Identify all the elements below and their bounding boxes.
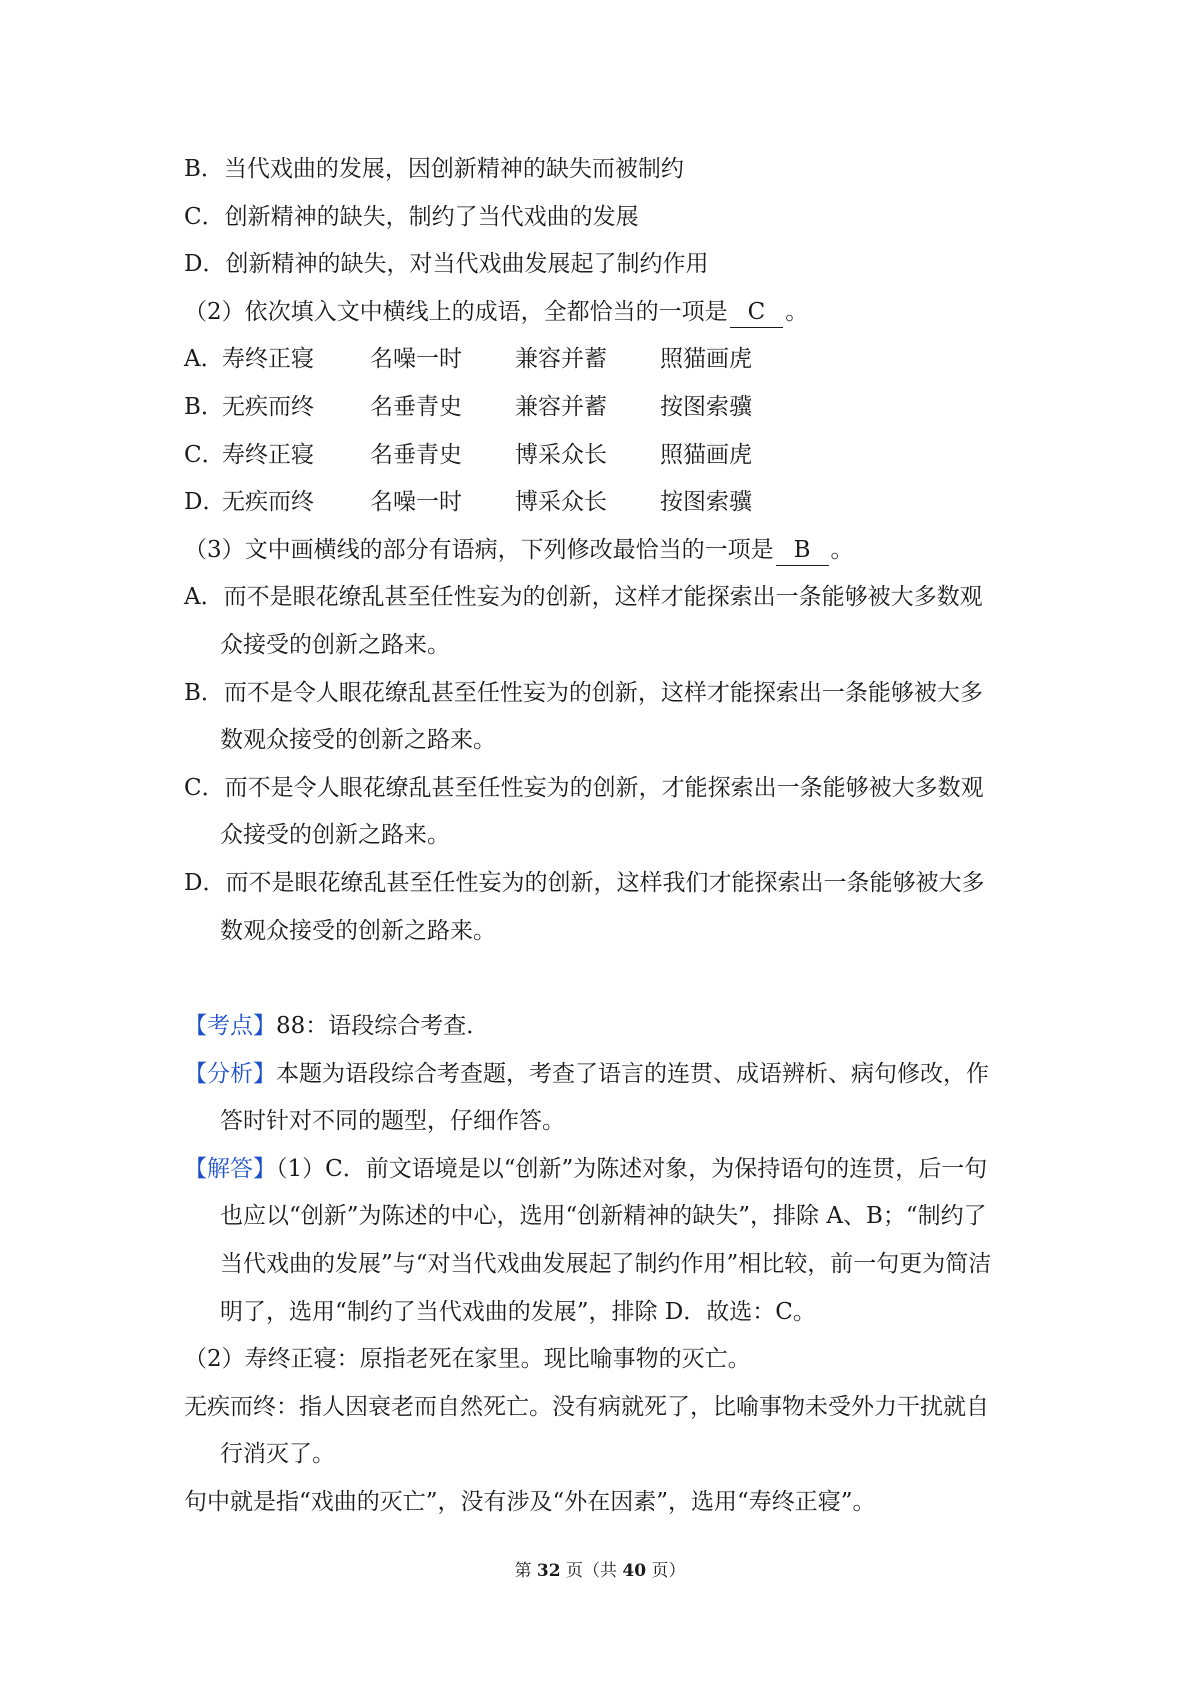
q2-option-item: 兼容并蓄 — [515, 346, 607, 373]
page-footer — [0, 1556, 1200, 1581]
section-gap — [184, 955, 1034, 1003]
fenxi-tag: 【分析】 — [184, 1060, 276, 1087]
q2-option-row-a — [184, 336, 1034, 384]
q2-option-item: 兼容并蓄 — [515, 393, 607, 420]
footer-suffix: 页） — [646, 1561, 686, 1581]
q2-option-label: A． — [184, 346, 224, 373]
q3-stem — [184, 527, 1034, 575]
q2-answer-blank: C — [730, 297, 784, 328]
part2-line1: （2）寿终正寝：原指老死在家里。现比喻事物的灭亡。 — [184, 1346, 751, 1373]
q2-option-item: 无疾而终 — [222, 489, 314, 516]
kaodian-text: 88：语段综合考查． — [276, 1013, 490, 1040]
q2-option-item: 名垂青史 — [370, 393, 462, 420]
fenxi-text: 本题为语段综合考查题，考查了语言的连贯、成语辨析、病句修改，作 — [276, 1060, 989, 1087]
q3-option-d-line1: D．而不是眼花缭乱甚至任性妄为的创新，这样我们才能探索出一条能够被大多 — [184, 869, 985, 896]
q2-stem — [184, 289, 1034, 337]
q2-option-row-b — [184, 384, 1034, 432]
fenxi-line2: 答时针对不同的题型，仔细作答。 — [220, 1108, 565, 1135]
q3-option-c-line2: 众接受的创新之路来。 — [220, 822, 450, 849]
q3-option-a-line2: 众接受的创新之路来。 — [220, 631, 450, 658]
q3-option-a-line1: A．而不是眼花缭乱甚至任性妄为的创新，这样才能探索出一条能够被大多数观 — [184, 584, 983, 611]
kaodian-line — [184, 1003, 1034, 1051]
jieda-line4: 明了，选用“制约了当代戏曲的发展”，排除 D．故选：C。 — [220, 1298, 816, 1325]
q2-option-item: 照猫画虎 — [660, 346, 752, 373]
q2-option-row-c — [184, 432, 1034, 480]
q2-stem-end: 。 — [785, 298, 809, 325]
q2-option-item: 照猫画虎 — [660, 441, 752, 468]
q1-option-d: D．创新精神的缺失，对当代戏曲发展起了制约作用 — [184, 251, 709, 278]
part2-line3: 行消灭了。 — [220, 1441, 335, 1468]
q3-stem-text: （3）文中画横线的部分有语病，下列修改最恰当的一项是 — [184, 536, 774, 563]
q2-option-item: 按图索骥 — [660, 489, 752, 516]
footer-middle: 页（共 — [560, 1561, 623, 1581]
jieda-tag: 【解答】 — [184, 1155, 276, 1182]
q2-option-row-d — [184, 479, 1034, 527]
q2-option-item: 名噪一时 — [370, 346, 462, 373]
jieda-line2: 也应以“创新”为陈述的中心，选用“创新精神的缺失”，排除 A、B；“制约了 — [220, 1203, 987, 1230]
q3-answer-blank: B — [776, 535, 829, 566]
fenxi-line1 — [184, 1051, 1034, 1099]
footer-prefix: 第 — [514, 1561, 537, 1581]
kaodian-tag: 【考点】 — [184, 1013, 276, 1040]
q3-stem-end: 。 — [830, 536, 854, 563]
jieda-line3: 当代戏曲的发展”与“对当代戏曲发展起了制约作用”相比较，前一句更为简洁 — [220, 1251, 992, 1278]
q2-stem-text: （2）依次填入文中横线上的成语，全都恰当的一项是 — [184, 298, 728, 325]
q2-option-item: 博采众长 — [515, 441, 607, 468]
q2-option-item: 寿终正寝 — [222, 441, 314, 468]
q3-option-b-line1: B．而不是令人眼花缭乱甚至任性妄为的创新，这样才能探索出一条能够被大多 — [184, 679, 983, 706]
q2-option-item: 无疾而终 — [222, 393, 314, 420]
q2-option-item: 按图索骥 — [660, 393, 752, 420]
q2-option-label: D． — [184, 489, 226, 516]
page-content — [184, 146, 1034, 1527]
jieda-line1 — [184, 1146, 1034, 1194]
q2-option-item: 博采众长 — [515, 489, 607, 516]
q2-option-item: 名噪一时 — [370, 489, 462, 516]
q3-option-c-line1: C．而不是令人眼花缭乱甚至任性妄为的创新，才能探索出一条能够被大多数观 — [184, 774, 984, 801]
q2-option-item: 寿终正寝 — [222, 346, 314, 373]
footer-page-number: 32 — [536, 1561, 561, 1581]
q2-option-item: 名垂青史 — [370, 441, 462, 468]
q2-option-label: C． — [184, 441, 225, 468]
q3-option-b-line2: 数观众接受的创新之路来。 — [220, 727, 496, 754]
part2-line4: 句中就是指“戏曲的灭亡”，没有涉及“外在因素”，选用“寿终正寝”。 — [184, 1489, 876, 1516]
q1-option-b: B．当代戏曲的发展，因创新精神的缺失而被制约 — [184, 156, 684, 182]
jieda-text: （1）C．前文语境是以“创新”为陈述对象，为保持语句的连贯，后一句 — [276, 1155, 988, 1182]
footer-total-pages: 40 — [622, 1561, 647, 1581]
part2-line2: 无疾而终：指人因衰老而自然死亡。没有病就死了，比喻事物未受外力干扰就自 — [184, 1393, 989, 1420]
q3-option-d-line2: 数观众接受的创新之路来。 — [220, 917, 496, 944]
q1-option-c: C．创新精神的缺失，制约了当代戏曲的发展 — [184, 203, 639, 230]
q2-option-label: B． — [184, 393, 224, 420]
